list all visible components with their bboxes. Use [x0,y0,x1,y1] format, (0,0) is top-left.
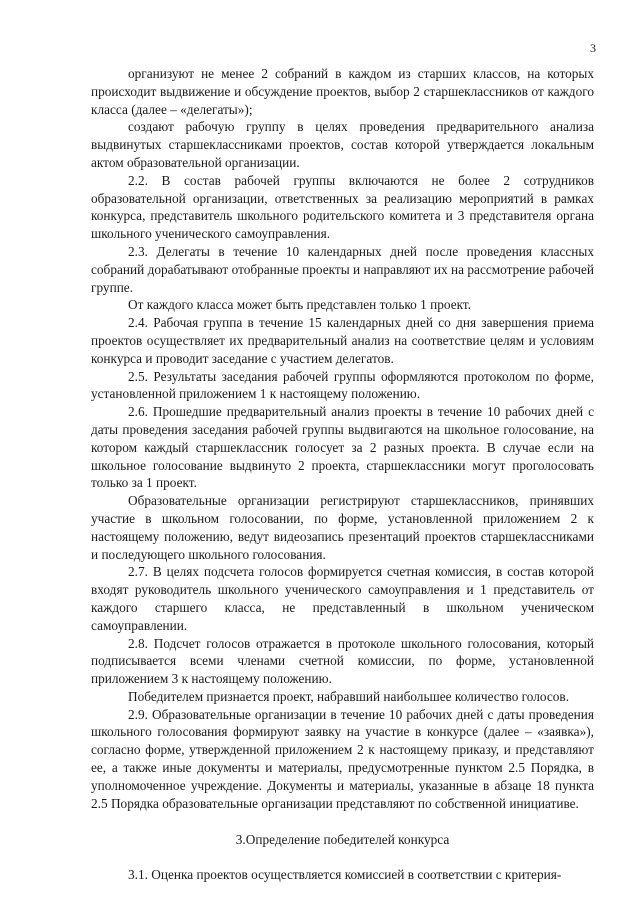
paragraph-2-9: 2.9. Образовательные организации в течение 10 рабочих дней с даты проведения школьного голосования формируют заявку на участие в конкурсе (далее – «заявка»), согласно форме, утвержденной приложением 2 к настоящему приказу, и представляют ее, а также иные документы и материалы, предусмотренные пунктом 2.5 Порядка, в уполномоченное учреждение. Документы и материалы, указанные в абзаце 18 пункта 2.5 Порядка образовательные организации представляют по собственной инициативе. [91,706,594,811]
paragraph-2-8: 2.8. Подсчет голосов отражается в протоколе школьного голосования, который подписывается всеми членами счетной комиссии, по форме, установленной приложением 3 к настоящему положению. [91,635,594,687]
paragraph-2-3: 2.3. Делегаты в течение 10 календарных дней после проведения классных собраний дорабатывают отобранные проекты и направляют их на рассмотрение рабочей группе. [91,243,594,295]
document-body [91,65,594,884]
paragraph-2-7: 2.7. В целях подсчета голосов формируется счетная комиссия, в состав которой входят руководитель школьного ученического самоуправления и 1 представитель от каждого старшего класса, не представленный в школьном ученическом самоуправлении. [91,564,594,633]
page-number: 3 [590,41,596,55]
paragraph-meetings: организуют не менее 2 собраний в каждом из старших классов, на которых происходит выдвижение и обсуждение проектов, выбор 2 старшеклассников от каждого класса (далее – «делегаты»); [91,66,594,117]
paragraph-2-4: 2.4. Рабочая группа в течение 15 календарных дней со дня завершения приема проектов осуществляет их предварительный анализ на соответствие целям и условиям конкурса и проводит заседание с участием делегатов. [91,315,594,366]
paragraph-2-2: 2.2. В состав рабочей группы включаются не более 2 сотрудников образовательной организации, ответственных за реализацию мероприятий в рамках конкурса, представитель школьного родительского комитета и 3 представителя органа школьного ученического самоуправления. [91,172,594,242]
paragraph-registration: Образовательные организации регистрируют старшеклассников, принявших участие в школьном голосовании, по форме, установленной приложением 2 к настоящему положению, ведут видеозапись презентаций проектов старшеклассниками и последующего школьного голосования. [91,493,594,562]
paragraph-working-group: создают рабочую группу в целях проведения предварительного анализа выдвинутых старшеклассниками проектов, состав которой утверждается локальным актом образовательной организации. [91,119,594,170]
paragraph-3-1: 3.1. Оценка проектов осуществляется комиссией в соответствии с критерия- [128,867,562,883]
paragraph-2-6: 2.6. Прошедшие предварительный анализ проекты в течение 10 рабочих дней с даты проведения заседания рабочей группы выдвигаются на школьное голосование, на котором каждый старшеклассник голосует за 2 разных проекта. В случае если на школьное голосование выдвинуто 2 проекта, старшеклассники могут проголосовать только за 1 проект. [91,404,594,491]
paragraph-winner: Победителем признается проект, набравший наибольшее количество голосов. [128,688,570,704]
paragraph-2-5: 2.5. Результаты заседания рабочей группы оформляются протоколом по форме, установленной приложением 1 к настоящему положению. [91,368,594,402]
paragraph-one-project: От каждого класса может быть представлен только 1 проект. [128,297,472,313]
section-heading: 3.Определение победителей конкурса [235,832,450,848]
